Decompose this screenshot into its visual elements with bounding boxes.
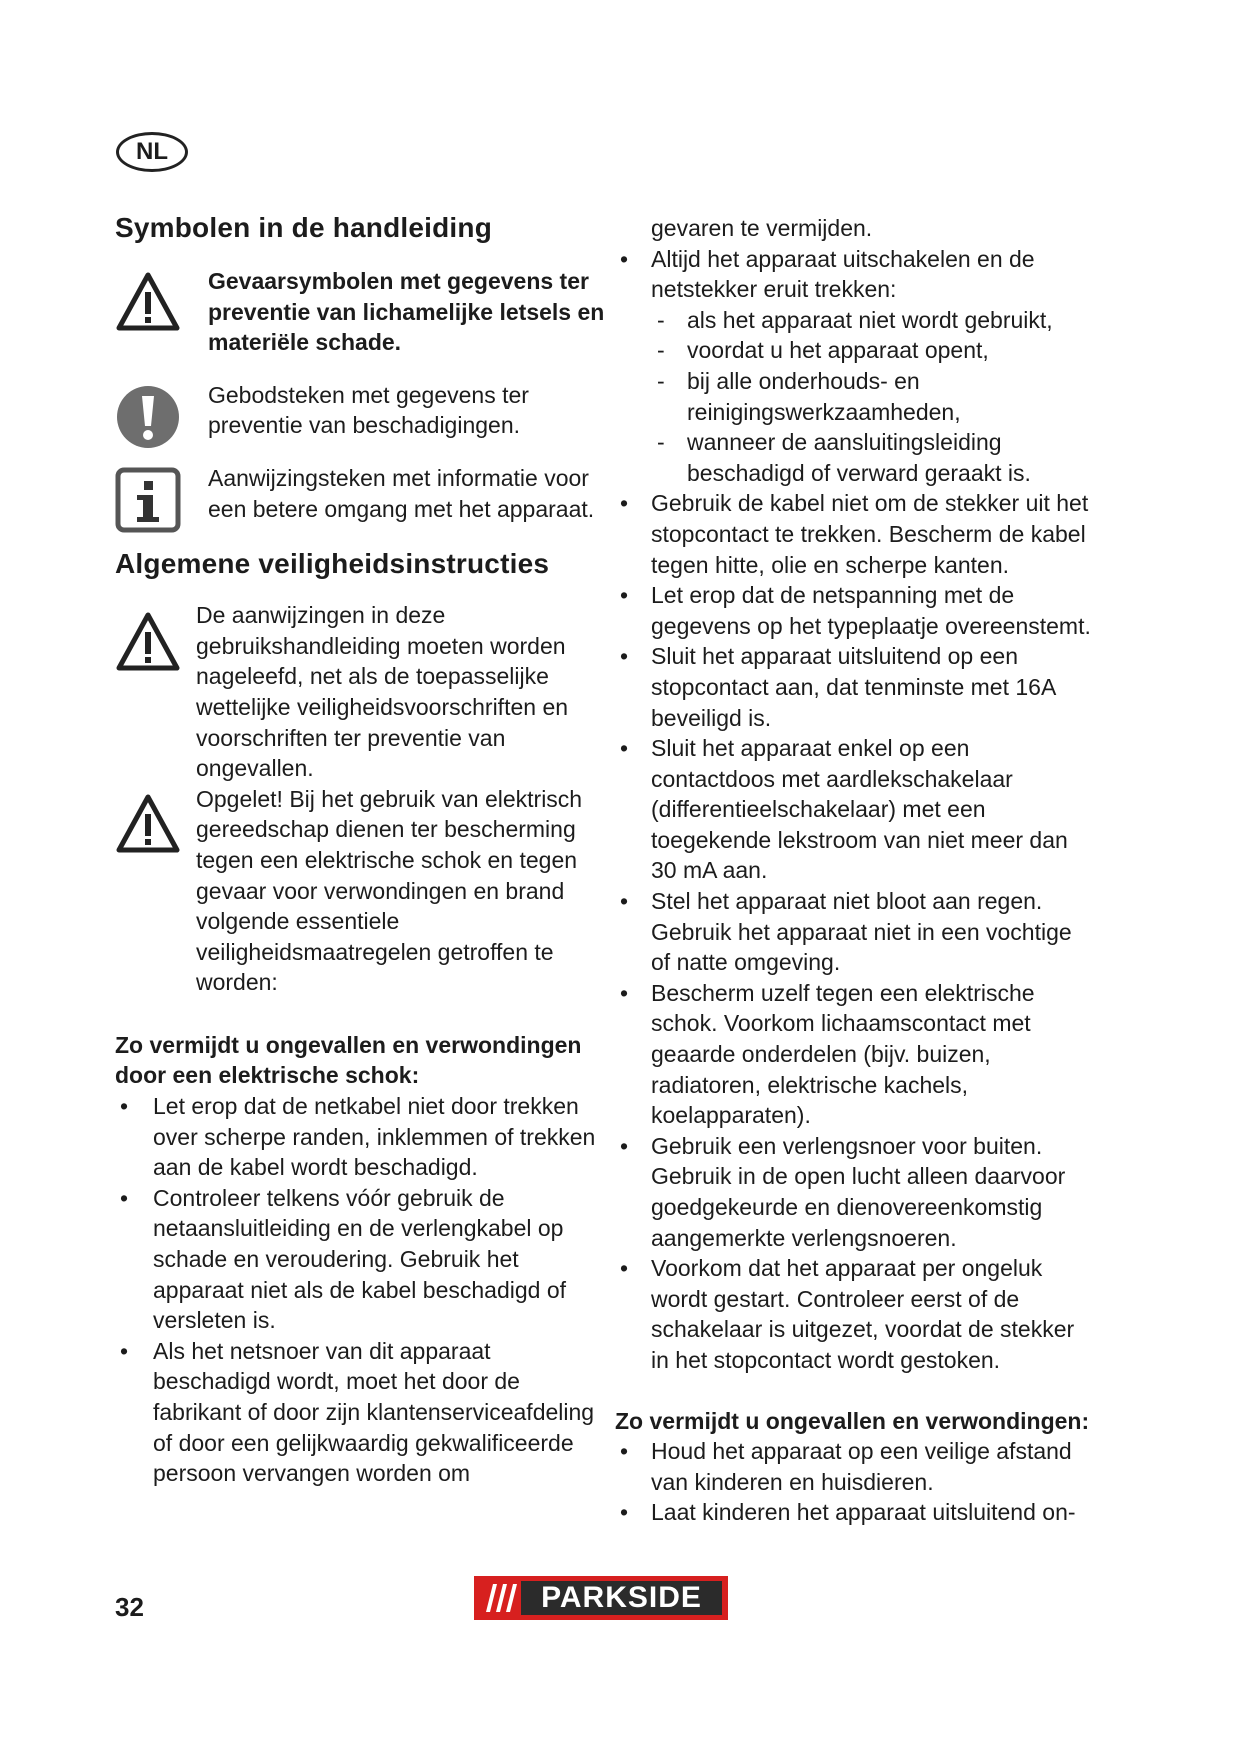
- heading-symbols: Symbolen in de handleiding: [115, 212, 493, 243]
- parkside-logo: [474, 1576, 728, 1620]
- symbol-row-mandatory: [115, 380, 605, 441]
- list-item: • Bescherm uzelf tegen een elektrische schok. Voorkom lichaamscontact met geaarde onderdelen (bijv. buizen, radiatoren, elektrische kachels, koelapparaten).: [615, 978, 1095, 1131]
- list-item: • Sluit het apparaat enkel op een contactdoos met aardlekschakelaar (differentieelschakelaar) met een toegekende lekstroom van niet meer dan 30 mA aan.: [615, 733, 1095, 886]
- warning-text-instructions: De aanwijzingen in deze gebruikshandleiding moeten worden nageleefd, net als de toepasselijke wettelijke veiligheidsvoorschriften en voorschriften ter preventie van ongevallen.: [196, 602, 569, 782]
- dash-item: - bij alle onderhouds- en reinigingswerkzaamheden,: [651, 366, 1095, 427]
- symbol-text-mandatory: Gebodsteken met gegevens ter preventie van beschadigingen.: [208, 381, 529, 439]
- right-column: [615, 213, 1095, 1528]
- list-item: • Sluit het apparaat uitsluitend op een stopcontact aan, dat tenminste met 16A beveiligd is.: [615, 641, 1095, 733]
- logo-text: PARKSIDE: [521, 1581, 722, 1615]
- symbol-text-danger: Gevaarsymbolen met gegevens ter preventie van lichamelijke letsels en materiële schade.: [208, 268, 605, 356]
- info-icon: [115, 467, 181, 533]
- dash-item: - wanneer de aansluitingsleiding beschadigd of verward geraakt is.: [651, 427, 1095, 488]
- list-item: • Let erop dat de netspanning met de gegevens op het typeplaatje overeenstemt.: [615, 580, 1095, 641]
- list-item: [615, 244, 1095, 489]
- warning-triangle-icon: [115, 610, 181, 676]
- injury-bullet-list: [615, 1436, 1095, 1528]
- warning-row-instructions: [115, 600, 605, 784]
- symbol-text-info: Aanwijzingsteken met informatie voor een betere omgang met het apparaat.: [208, 464, 595, 522]
- left-column: [115, 210, 605, 1489]
- list-item: • Voorkom dat het apparaat per ongeluk wordt gestart. Controleer eerst of de schakelaar is uitgezet, voordat de stekker in het stopcontact wordt gestoken.: [615, 1253, 1095, 1375]
- dash-item: - voordat u het apparaat opent,: [651, 335, 1095, 366]
- list-item: • Let erop dat de netkabel niet door trekken over scherpe randen, inklemmen of trekken aan de kabel wordt beschadigd.: [115, 1091, 605, 1183]
- right-bullet-list: [615, 244, 1095, 1376]
- language-badge: NL: [116, 132, 188, 172]
- continuation-text: gevaren te vermijden.: [651, 215, 873, 241]
- list-item: • Controleer telkens vóór gebruik de netaansluitleiding en de verlengkabel op schade en veroudering. Gebruik het apparaat niet als de kabel beschadigd of versleten is.: [115, 1183, 605, 1336]
- unplug-dash-list: [651, 305, 1095, 489]
- list-item: • Stel het apparaat niet bloot aan regen. Gebruik het apparaat niet in een vochtige of natte omgeving.: [615, 886, 1095, 978]
- shock-bullet-list: [115, 1091, 605, 1489]
- list-item: • Als het netsnoer van dit apparaat beschadigd wordt, moet het door de fabrikant of door zijn klantenserviceafdeling of door een gelijkwaardig gekwalificeerde persoon vervangen worden om: [115, 1336, 605, 1489]
- list-item: • Gebruik de kabel niet om de stekker uit het stopcontact te trekken. Bescherm de kabel tegen hitte, olie en scherpe kanten.: [615, 488, 1095, 580]
- symbol-row-danger: [115, 266, 605, 358]
- dash-item: - als het apparaat niet wordt gebruikt,: [651, 305, 1095, 336]
- warning-triangle-icon: [115, 270, 181, 336]
- warning-triangle-icon: [115, 792, 181, 858]
- subheading-injury: Zo vermijdt u ongevallen en verwondingen:: [615, 1407, 1090, 1434]
- unplug-bullet-text: Altijd het apparaat uitschakelen en de netstekker eruit trekken:: [651, 245, 1035, 303]
- heading-safety: Algemene veiligheidsinstructies: [115, 548, 550, 580]
- symbol-row-info: [115, 463, 605, 524]
- list-item: • Houd het apparaat op een veilige afstand van kinderen en huisdieren.: [615, 1436, 1095, 1497]
- subheading-shock: Zo vermijdt u ongevallen en verwondingen door een elektrische schok:: [115, 1031, 582, 1089]
- page-number: 32: [115, 1592, 144, 1622]
- exclamation-circle-icon: [115, 384, 181, 450]
- list-item: • Gebruik een verlengsnoer voor buiten. Gebruik in de open lucht alleen daarvoor goedgekeurde en dienovereenkomstig aangemerkte verlengsnoeren.: [615, 1131, 1095, 1253]
- warning-text-caution: Opgelet! Bij het gebruik van elektrisch gereedschap dienen ter bescherming tegen een elektrische schok en tegen gevaar voor verwondingen en brand volgende essentiele veiligheidsmaatregelen getroffen te worden:: [196, 785, 583, 996]
- list-item: • Laat kinderen het apparaat uitsluitend on-: [615, 1497, 1095, 1528]
- warning-row-caution: [115, 784, 605, 998]
